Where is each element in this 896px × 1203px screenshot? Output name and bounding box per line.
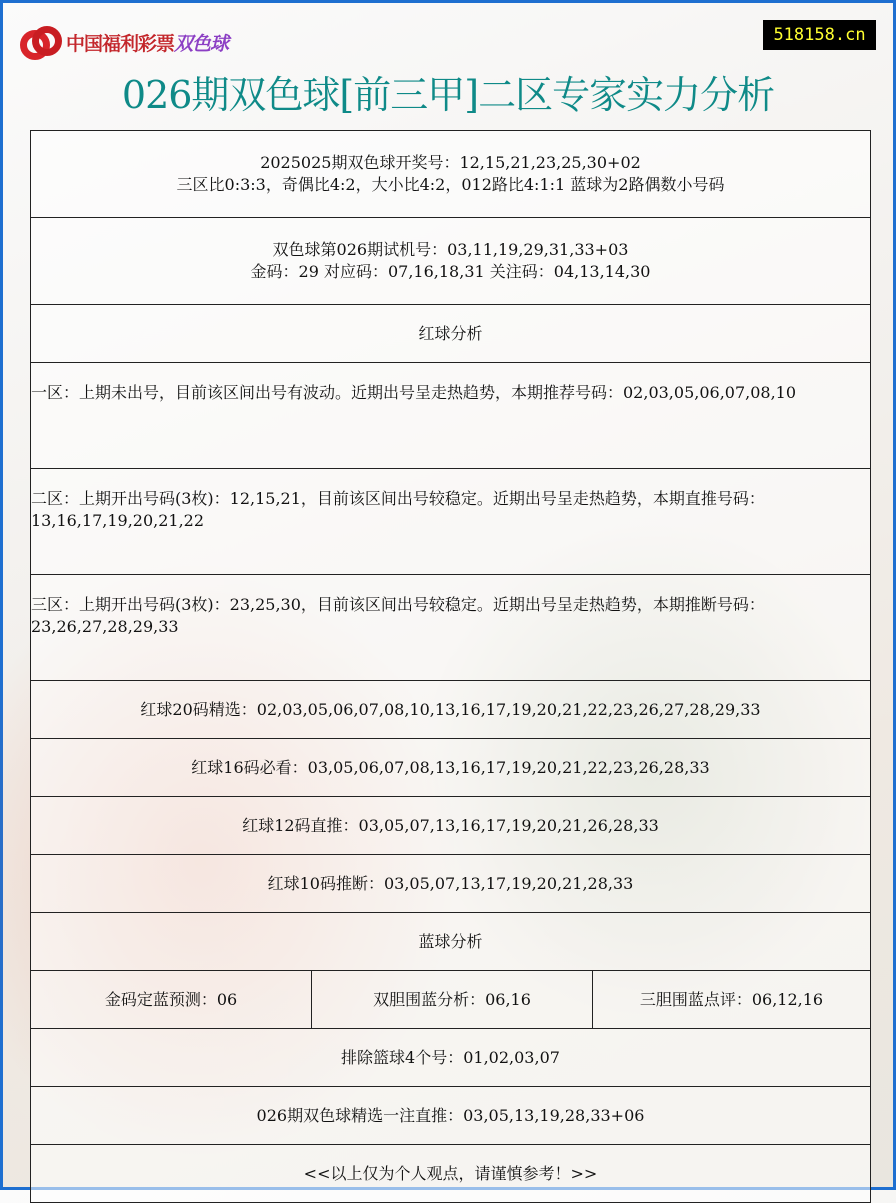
- blue-double-analysis: 双胆围蓝分析：06,16: [312, 971, 593, 1029]
- table-row: [31, 739, 871, 797]
- red-analysis-header: 红球分析: [31, 305, 871, 363]
- table-row: [31, 913, 871, 971]
- test-number-line: 双色球第026期试机号：03,11,19,29,31,33+03: [272, 240, 629, 259]
- table-row: [31, 363, 871, 469]
- logo-text-main: 中国福利彩票: [66, 32, 175, 55]
- table-row: [31, 855, 871, 913]
- red-16-picks: 红球16码必看：03,05,06,07,08,13,16,17,19,20,21,22,23,26,28,33: [31, 739, 871, 797]
- zone2-analysis: 二区：上期开出号码(3枚)：12,15,21，目前该区间出号较稳定。近期出号呈走热趋势，本期直推号码：13,16,17,19,20,21,22: [31, 469, 871, 575]
- logo-text-accent: 双色球: [174, 32, 229, 55]
- red-20-picks: 红球20码精选：02,03,05,06,07,08,10,13,16,17,19,20,21,22,23,26,27,28,29,33: [31, 681, 871, 739]
- table-row: [31, 1087, 871, 1145]
- table-row: [31, 1145, 871, 1203]
- table-row: [31, 1029, 871, 1087]
- blue-exclude: 排除篮球4个号：01,02,03,07: [31, 1029, 871, 1087]
- table-row: [31, 681, 871, 739]
- final-pick: 026期双色球精选一注直推：03,05,13,19,28,33+06: [31, 1087, 871, 1145]
- draw-result-line: 2025025期双色球开奖号：12,15,21,23,25,30+02: [260, 153, 641, 172]
- blue-gold-prediction: 金码定蓝预测：06: [31, 971, 312, 1029]
- table-row: [31, 218, 871, 305]
- table-row: [31, 575, 871, 681]
- blue-triple-review: 三胆围蓝点评：06,12,16: [593, 971, 871, 1029]
- analysis-table: [30, 130, 871, 1203]
- red-10-picks: 红球10码推断：03,05,07,13,17,19,20,21,28,33: [31, 855, 871, 913]
- table-row: [31, 797, 871, 855]
- table-row: [31, 469, 871, 575]
- test-number-cell: [31, 218, 871, 305]
- site-badge[interactable]: 518158.cn: [763, 20, 876, 50]
- table-row: [31, 305, 871, 363]
- zone1-analysis: 一区：上期未出号，目前该区间出号有波动。近期出号呈走热趋势，本期推荐号码：02,03,05,06,07,08,10: [31, 363, 871, 469]
- table-row: [31, 971, 871, 1029]
- draw-result-cell: [31, 131, 871, 218]
- disclaimer: <<以上仅为个人观点，请谨慎参考！>>: [31, 1145, 871, 1203]
- red-12-picks: 红球12码直推：03,05,07,13,16,17,19,20,21,26,28,33: [31, 797, 871, 855]
- zone3-analysis: 三区：上期开出号码(3枚)：23,25,30，目前该区间出号较稳定。近期出号呈走热趋势，本期推断号码：23,26,27,28,29,33: [31, 575, 871, 681]
- lottery-logo: [20, 24, 228, 60]
- draw-ratio-line: 三区比0:3:3，奇偶比4:2，大小比4:2，012路比4:1:1 蓝球为2路偶数小号码: [176, 175, 725, 194]
- blue-analysis-header: 蓝球分析: [31, 913, 871, 971]
- gold-code-line: 金码：29 对应码：07,16,18,31 关注码：04,13,14,30: [250, 262, 651, 281]
- page-title: 026期双色球[前三甲]二区专家实力分析: [121, 73, 775, 117]
- table-row: [31, 131, 871, 218]
- cwl-logo-icon: [20, 24, 60, 60]
